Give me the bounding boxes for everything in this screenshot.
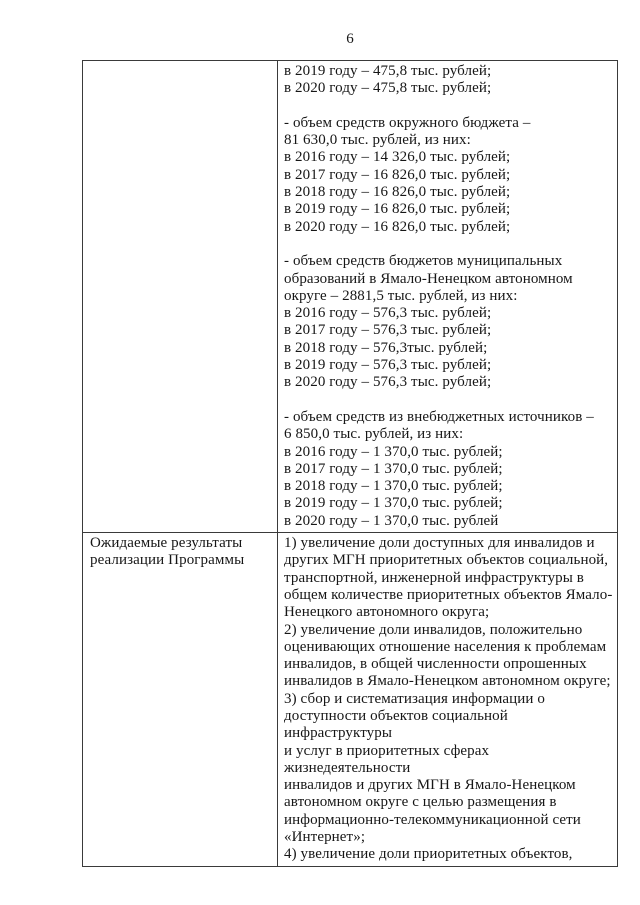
text-line	[284, 392, 613, 409]
text-line: 1) увеличение доли доступных для инвалидов и	[284, 535, 595, 552]
text-line: - объем средств окружного бюджета –	[284, 114, 531, 131]
expected-results-label-cell	[83, 533, 277, 866]
text-line	[284, 98, 613, 115]
text-line: в 2018 году – 576,3тыс. рублей;	[284, 339, 488, 356]
text-line: - объем средств из внебюджетных источников –	[284, 408, 594, 425]
text-line: в 2017 году – 1 370,0 тыс. рублей;	[284, 460, 503, 477]
text-line: образований в Ямало-Ненецком автономном	[284, 270, 573, 287]
text-line: автономном округе с целью размещения в	[284, 794, 557, 811]
text-line: - объем средств бюджетов муниципальных	[284, 253, 563, 270]
text-line: информационно-телекоммуникационной сети	[284, 811, 581, 828]
text-line: 6 850,0 тыс. рублей, из них:	[284, 426, 464, 443]
page-number: 6	[346, 31, 354, 47]
funding-label-cell-empty	[83, 61, 277, 532]
funding-content-cell	[277, 61, 617, 532]
table-row-funding	[83, 61, 617, 532]
text-line: транспортной, инженерной инфраструктуры в	[284, 569, 584, 586]
text-line: других МГН приоритетных объектов социальной,	[284, 552, 609, 569]
text-line: инвалидов в Ямало-Ненецком автономном округе;	[284, 673, 611, 690]
text-line: в 2016 году – 1 370,0 тыс. рублей;	[284, 443, 503, 460]
text-line	[284, 236, 613, 253]
text-line: в 2018 году – 16 826,0 тыс. рублей;	[284, 184, 511, 201]
text-line: округе – 2881,5 тыс. рублей, из них:	[284, 287, 518, 304]
text-line: инвалидов и других МГН в Ямало-Ненецком	[284, 777, 576, 794]
text-line: в 2019 году – 475,8 тыс. рублей;	[284, 63, 492, 79]
program-passport-table	[82, 60, 618, 867]
text-line: в 2019 году – 16 826,0 тыс. рублей;	[284, 201, 511, 218]
text-line: оценивающих отношение населения к проблемам	[284, 638, 607, 655]
text-line: в 2017 году – 16 826,0 тыс. рублей;	[284, 166, 511, 183]
text-line: в 2016 году – 576,3 тыс. рублей;	[284, 305, 492, 322]
text-line: 4) увеличение доли приоритетных объектов,	[284, 846, 573, 863]
text-line: Ненецкого автономного округа;	[284, 604, 490, 621]
text-line: в 2019 году – 1 370,0 тыс. рублей;	[284, 495, 503, 512]
text-line: 3) сбор и систематизация информации о	[284, 690, 545, 707]
expected-results-label: Ожидаемые результаты реализации Программы	[90, 535, 247, 569]
text-line: в 2020 году – 576,3 тыс. рублей;	[284, 374, 492, 391]
text-line: в 2016 году – 14 326,0 тыс. рублей;	[284, 149, 511, 166]
text-line: 81 630,0 тыс. рублей, из них:	[284, 132, 471, 149]
text-line: в 2020 году – 475,8 тыс. рублей;	[284, 80, 492, 97]
text-line: «Интернет»;	[284, 829, 366, 846]
text-line: инвалидов, в общей численности опрошенных	[284, 656, 587, 673]
text-line: доступности объектов социальной инфраструктуры	[284, 707, 512, 742]
text-line: общем количестве приоритетных объектов Ямало-	[284, 586, 613, 603]
text-line: в 2020 году – 16 826,0 тыс. рублей;	[284, 218, 511, 235]
expected-results-content-cell	[277, 533, 617, 866]
text-line: и услуг в приоритетных сферах жизнедеятельности	[284, 742, 493, 776]
text-line: в 2017 году – 576,3 тыс. рублей;	[284, 322, 492, 339]
text-line: в 2020 году – 1 370,0 тыс. рублей	[284, 512, 499, 529]
text-line: 2) увеличение доли инвалидов, положительно	[284, 621, 583, 638]
text-line: в 2018 году – 1 370,0 тыс. рублей;	[284, 478, 503, 495]
table-row-expected-results	[83, 532, 617, 866]
text-line: в 2019 году – 576,3 тыс. рублей;	[284, 357, 492, 374]
